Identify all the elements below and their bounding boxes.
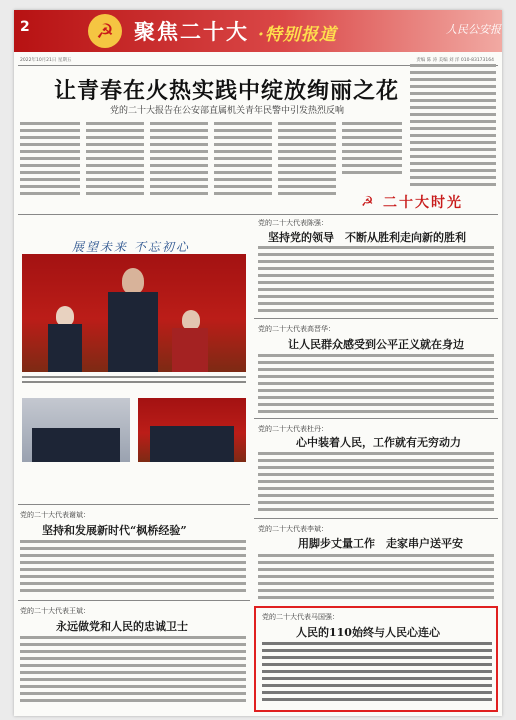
editor-line: 责编 陈 涛 美编 刘 洋 010-83173164: [416, 58, 494, 63]
article-body: [262, 642, 492, 705]
article-title: 人民的110始终与人民心连心: [296, 626, 440, 639]
date-line: 2022年10月21日 星期五: [20, 58, 72, 63]
section-divider: [18, 214, 498, 215]
article-body: [258, 354, 494, 417]
article-body: [20, 540, 246, 596]
article-kicker: 党的二十大代表王斌：: [20, 607, 90, 615]
main-photo: [22, 254, 246, 372]
article-title: 坚持党的领导 不断从胜利走向新的胜利: [268, 231, 466, 244]
article-kicker: 党的二十大代表陈强：: [258, 219, 328, 227]
lead-body-col-3: [150, 122, 208, 199]
newspaper-page: [14, 10, 502, 716]
article-body: [258, 554, 494, 603]
lead-body-col-4: [214, 122, 272, 199]
article-kicker: 党的二十大代表高晋华：: [258, 325, 335, 333]
article-title: 永远做党和人民的忠诚卫士: [56, 620, 188, 633]
photo-small-left: [22, 398, 130, 462]
header-banner: [14, 10, 502, 52]
article-kicker: 党的二十大代表谢斌：: [20, 511, 90, 519]
article-body: [20, 636, 246, 706]
page-number: 2: [20, 19, 30, 35]
article-body: [258, 452, 494, 515]
article-divider: [254, 318, 498, 319]
article-kicker: 党的二十大代表马国强：: [262, 613, 339, 621]
newspaper-logo: 人民公安报: [446, 23, 501, 36]
article-divider: [254, 418, 498, 419]
party-emblem-icon: ☭: [88, 14, 122, 48]
lead-headline: 让青春在火热实践中绽放绚丽之花: [54, 78, 400, 104]
article-title: 让人民群众感受到公平正义就在身边: [288, 338, 464, 351]
lead-body-col-5: [278, 122, 336, 199]
party-emblem-icon: ☭: [361, 194, 374, 210]
article-body: [258, 246, 494, 316]
article-kicker: 党的二十大代表李斌：: [258, 525, 328, 533]
article-title: 用脚步丈量工作 走家串户送平安: [298, 537, 463, 550]
article-divider: [18, 600, 250, 601]
banner-title: 聚焦二十大: [134, 19, 249, 44]
article-divider: [254, 518, 498, 519]
photo-small-right: [138, 398, 246, 462]
banner-subtitle: ·特别报道: [258, 25, 337, 45]
time-stamp-badge: ☭ 二十大时光: [361, 194, 463, 211]
lead-body-col-1: [20, 122, 80, 199]
article-title: 坚持和发展新时代“枫桥经验”: [42, 524, 187, 537]
article-divider: [18, 504, 250, 505]
lead-subheadline: 党的二十大报告在公安部直属机关青年民警中引发热烈反响: [110, 106, 345, 116]
article-title: 心中装着人民，工作就有无穷动力: [296, 436, 461, 449]
right-column-top: [410, 64, 496, 190]
photo-label: 展望未来 不忘初心: [72, 240, 190, 254]
article-kicker: 党的二十大代表杜丹：: [258, 425, 328, 433]
lead-body-col-2: [86, 122, 144, 199]
lead-body-col-6: [342, 122, 402, 178]
photo-caption: [22, 376, 246, 386]
